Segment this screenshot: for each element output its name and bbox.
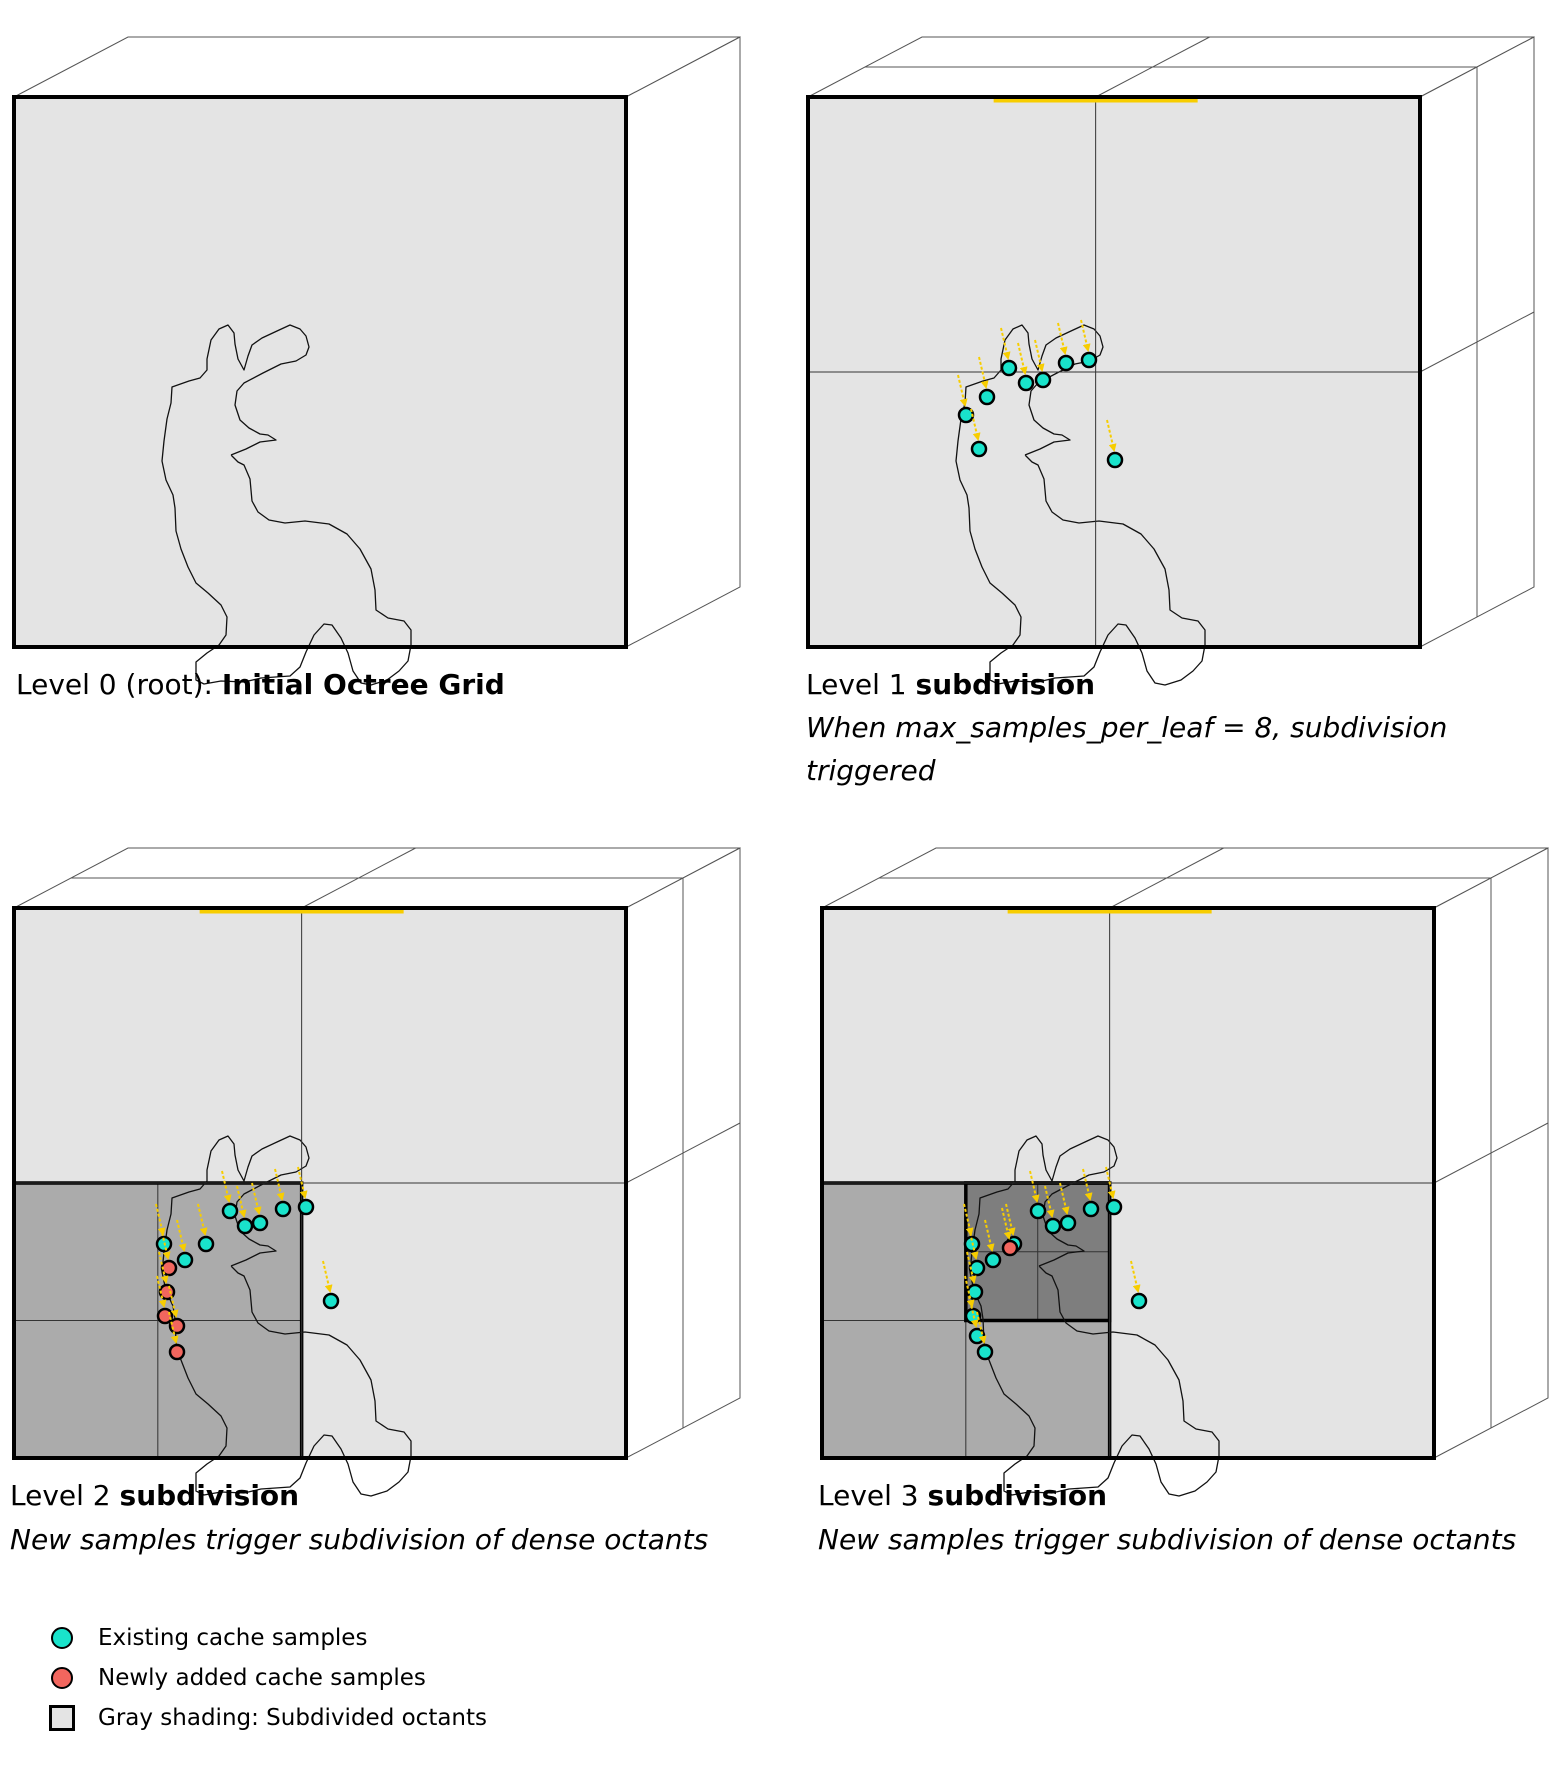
new-sample-point (170, 1345, 184, 1359)
level2-caption-bold: subdivision (119, 1479, 300, 1512)
existing-sample-point (324, 1294, 338, 1308)
existing-sample-point (299, 1200, 313, 1214)
level2-subtitle: New samples trigger subdivision of dense octants (10, 1523, 709, 1556)
existing-sample-point (276, 1202, 290, 1216)
existing-sample-point (199, 1237, 213, 1251)
cube-front-face (14, 97, 626, 647)
level1-caption (806, 664, 1095, 706)
existing-sample-point (1059, 356, 1073, 370)
legend-gray (40, 1698, 487, 1738)
level3-caption-prefix: Level 3 (818, 1479, 928, 1512)
existing-dot (51, 1627, 73, 1649)
cube-top-face (14, 37, 740, 97)
level3-caption-bold: subdivision (927, 1479, 1108, 1512)
level0-caption (16, 664, 505, 706)
new-sample-icon (40, 1658, 84, 1698)
legend-gray-label: Gray shading: Subdivided octants (98, 1705, 488, 1731)
level1-caption-bold: subdivision (915, 668, 1096, 701)
existing-sample-point (1046, 1219, 1060, 1233)
gray-square (49, 1705, 75, 1731)
legend-existing (40, 1618, 367, 1658)
existing-sample-point (978, 1345, 992, 1359)
existing-sample-point (238, 1219, 252, 1233)
existing-sample-point (253, 1216, 267, 1230)
existing-sample-point (970, 1329, 984, 1343)
new-dot (51, 1667, 73, 1689)
new-sample-point (170, 1319, 184, 1333)
existing-sample-point (972, 442, 986, 456)
level3-subtitle: New samples trigger subdivision of dense octants (818, 1523, 1517, 1556)
existing-sample-point (1036, 373, 1050, 387)
new-sample-point (1003, 1241, 1017, 1255)
existing-sample-point (980, 390, 994, 404)
existing-sample-point (986, 1253, 1000, 1267)
cube-right-face (626, 37, 740, 647)
new-sample-point (158, 1309, 172, 1323)
level3-caption (818, 1475, 1107, 1517)
level0-caption-prefix: Level 0 (root): (16, 668, 222, 701)
level0-caption-bold: Initial Octree Grid (221, 668, 505, 701)
panel-1 (808, 37, 1534, 685)
existing-sample-point (1107, 1200, 1121, 1214)
level2-caption (10, 1475, 299, 1517)
legend-new (40, 1658, 426, 1698)
level1-subtitle: When max_samples_per_leaf = 8, subdivision triggered (806, 711, 1448, 787)
legend-new-label: Newly added cache samples (98, 1665, 426, 1691)
existing-sample-point (1019, 376, 1033, 390)
existing-sample-point (178, 1253, 192, 1267)
existing-sample-point (1082, 353, 1096, 367)
existing-sample-point (1084, 1202, 1098, 1216)
legend-existing-label: Existing cache samples (98, 1625, 368, 1651)
existing-sample-point (1002, 361, 1016, 375)
existing-sample-icon (40, 1618, 84, 1658)
existing-sample-point (1031, 1204, 1045, 1218)
level1-caption-prefix: Level 1 (806, 668, 916, 701)
gray-square-icon (40, 1698, 84, 1738)
existing-sample-point (1132, 1294, 1146, 1308)
existing-sample-point (1061, 1216, 1075, 1230)
existing-sample-point (1108, 453, 1122, 467)
panel-0 (14, 37, 740, 685)
level2-caption-prefix: Level 2 (10, 1479, 120, 1512)
panel-3 (822, 848, 1548, 1496)
existing-sample-point (223, 1204, 237, 1218)
panel-2 (14, 848, 740, 1496)
